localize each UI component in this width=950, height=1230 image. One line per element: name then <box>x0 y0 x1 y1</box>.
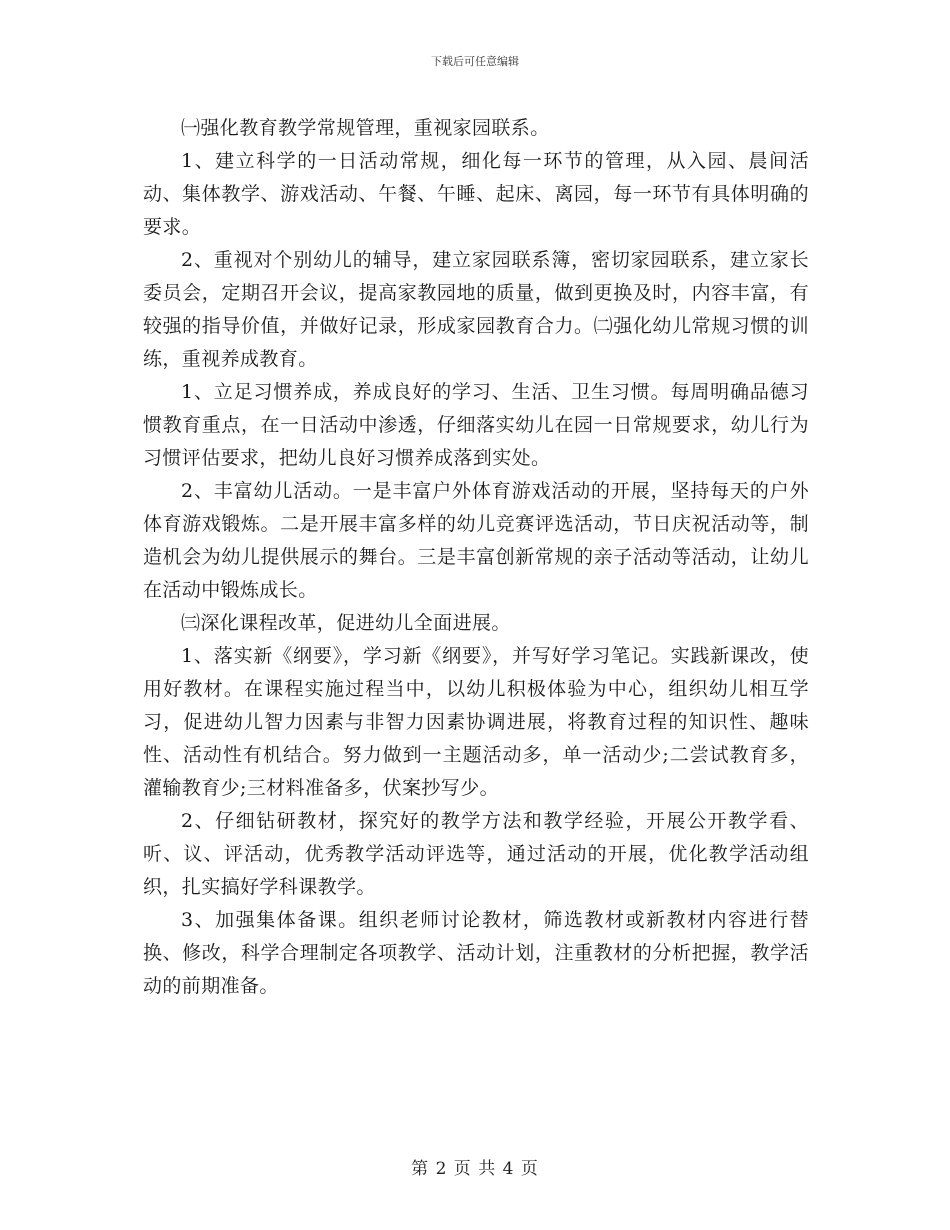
paragraph: 2、丰富幼儿活动。一是丰富户外体育游戏活动的开展，坚持每天的户外体育游戏锻炼。二是开展丰富多样的幼儿竞赛评选活动，节日庆祝活动等，制造机会为幼儿提供展示的舞台。三是丰富创新常规的亲子活动等活动，让幼儿在活动中锻炼成长。 <box>143 480 809 601</box>
document-body <box>143 112 809 1003</box>
section-heading-3: ㈢深化课程改革，促进幼儿全面进展。 <box>181 612 511 634</box>
paragraph: 2、仔细钻研教材，探究好的教学方法和教学经验，开展公开教学看、听、议、评活动，优秀教学活动评选等，通过活动的开展，优化教学活动组织，扎实搞好学科课教学。 <box>143 810 809 898</box>
paragraph: 1、落实新《纲要》，学习新《纲要》，并写好学习笔记。实践新课改，使用好教材。在课程实施过程当中，以幼儿积极体验为中心，组织幼儿相互学习，促进幼儿智力因素与非智力因素协调进展，将教育过程的知识性、趣味性、活动性有机结合。努力做到一主题活动多，单一活动少;二尝试教育多，灌输教育少;三材料准备多，伏案抄写少。 <box>143 645 809 799</box>
paragraph: 3、加强集体备课。组织老师讨论教材，筛选教材或新教材内容进行替换、修改，科学合理制定各项教学、活动计划，注重教材的分析把握，教学活动的前期准备。 <box>143 909 809 997</box>
paragraph: 2、重视对个别幼儿的辅导，建立家园联系簿，密切家园联系，建立家长委员会，定期召开会议，提高家教园地的质量，做到更换及时，内容丰富，有较强的指导价值，并做好记录，形成家园教育合力。㈡强化幼儿常规习惯的训练，重视养成教育。 <box>143 249 809 370</box>
page-number: 第 2 页 共 4 页 <box>411 1159 539 1179</box>
paragraph: 1、立足习惯养成，养成良好的学习、生活、卫生习惯。每周明确品德习惯教育重点，在一日活动中渗透，仔细落实幼儿在园一日常规要求，幼儿行为习惯评估要求，把幼儿良好习惯养成落到实处。 <box>143 381 809 469</box>
page-header: 下载后可任意编辑 <box>431 55 519 68</box>
paragraph: 1、建立科学的一日活动常规，细化每一环节的管理，从入园、晨间活动、集体教学、游戏活动、午餐、午睡、起床、离园，每一环节有具体明确的要求。 <box>143 150 809 238</box>
section-heading-1: ㈠强化教育教学常规管理，重视家园联系。 <box>181 117 550 139</box>
